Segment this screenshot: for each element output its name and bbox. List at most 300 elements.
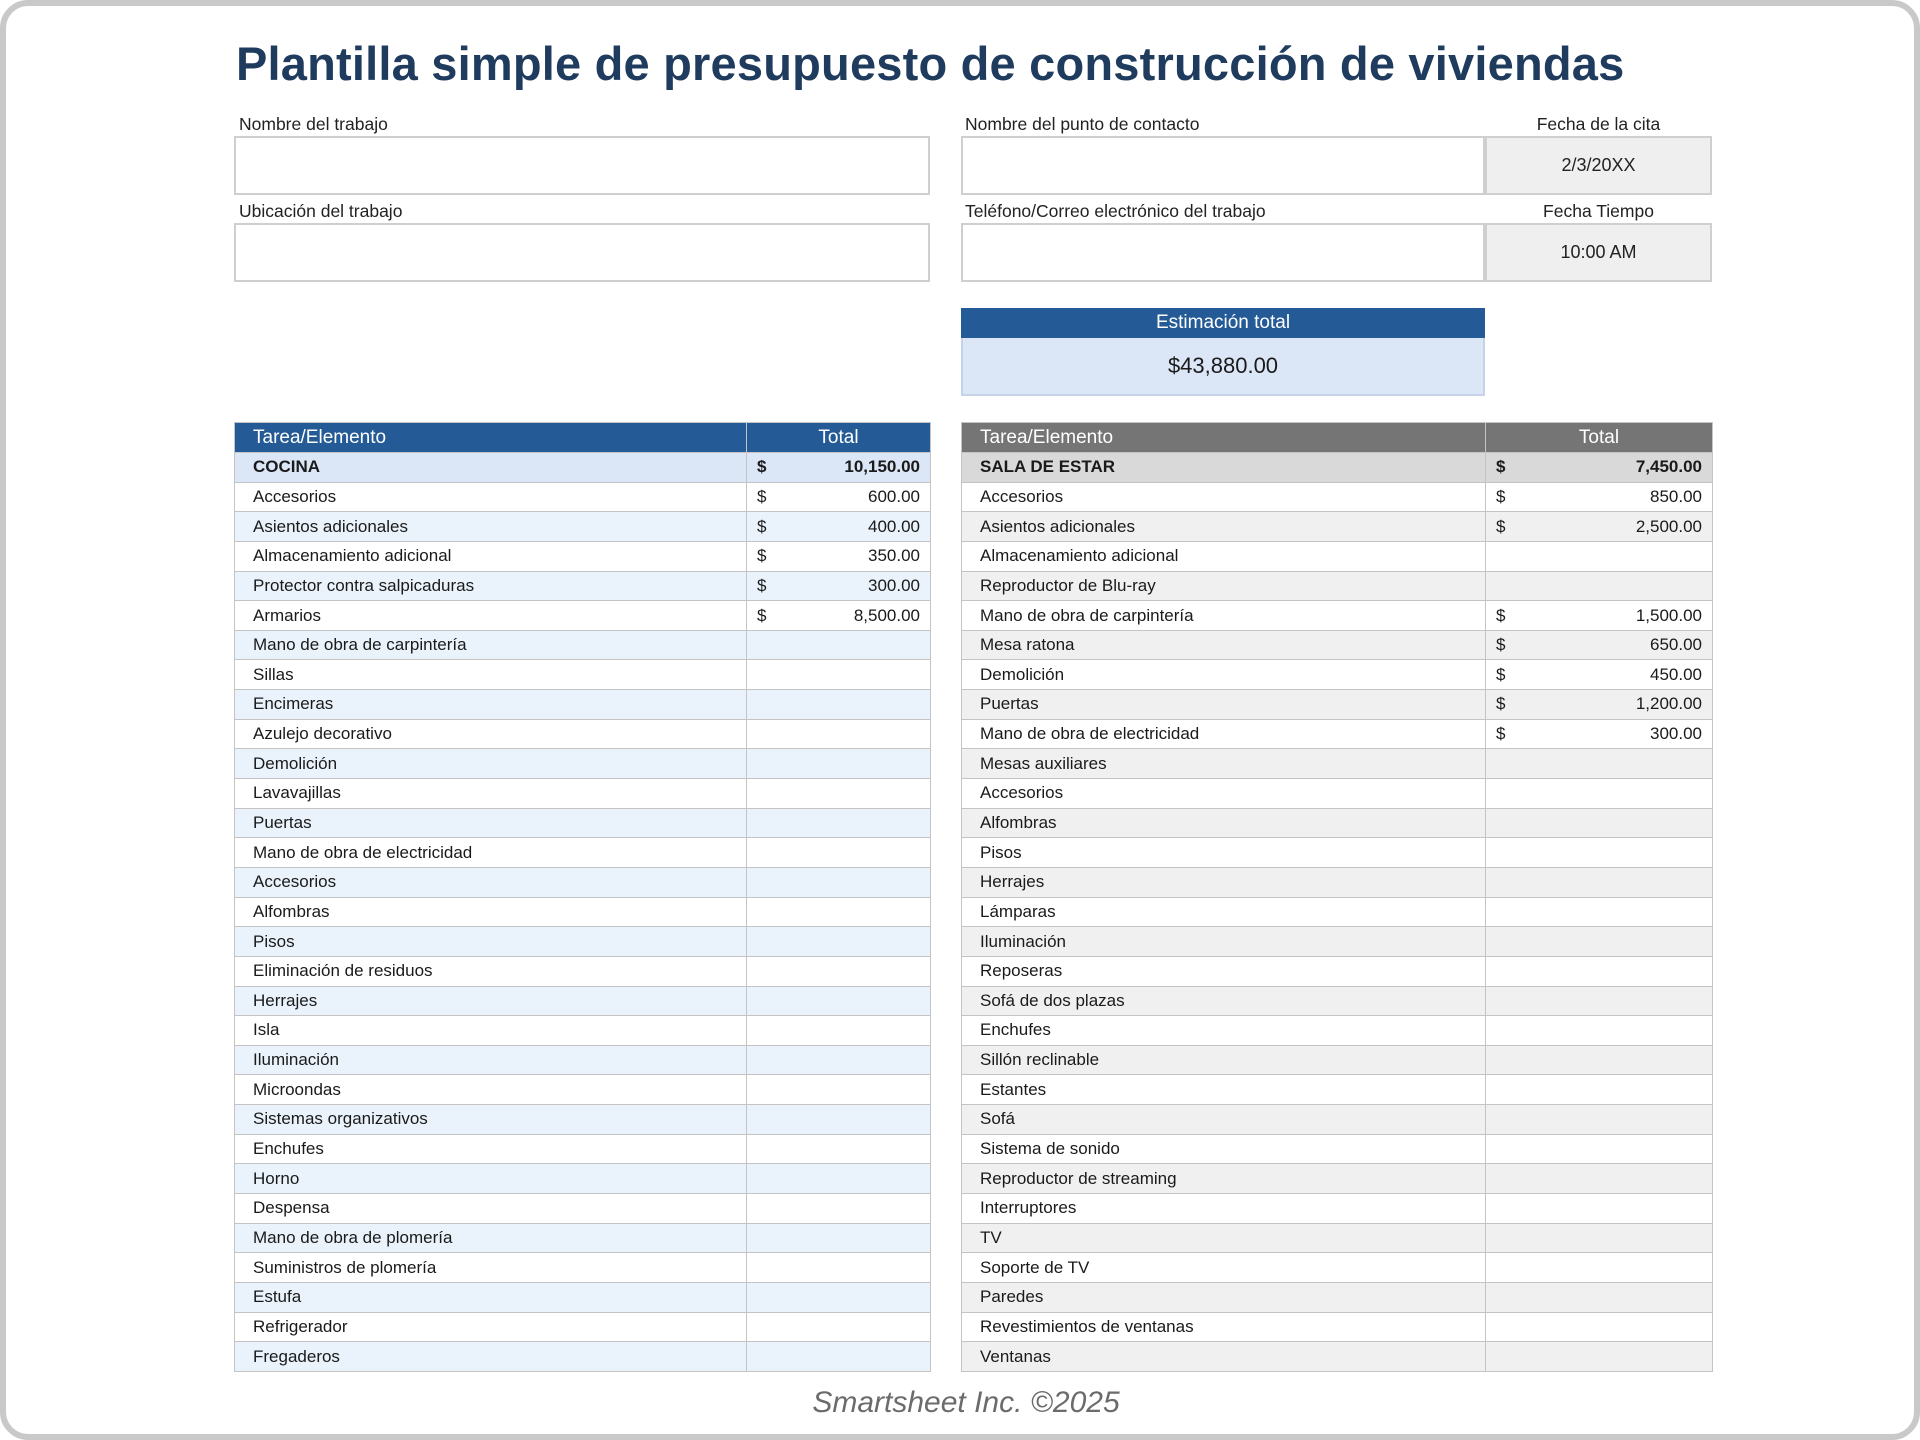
currency-symbol: $ xyxy=(1496,516,1506,536)
cell-task[interactable] xyxy=(235,571,747,601)
cell-task[interactable] xyxy=(235,897,747,927)
table-row xyxy=(235,897,931,927)
task-label: Mesa ratona xyxy=(980,635,1075,655)
task-label: Demolición xyxy=(253,753,338,773)
amount-value: 8,500.00 xyxy=(853,605,920,625)
cell-total[interactable] xyxy=(747,482,931,512)
cell-total[interactable] xyxy=(747,897,931,927)
table-row xyxy=(235,512,931,542)
cell-task[interactable] xyxy=(235,453,747,483)
table-row xyxy=(962,1164,1713,1194)
table-row xyxy=(962,630,1713,660)
cell-total[interactable] xyxy=(1486,482,1713,512)
cell-task[interactable] xyxy=(235,601,747,631)
cell-total[interactable] xyxy=(747,1342,931,1372)
cell-total[interactable] xyxy=(747,1312,931,1342)
cell-task[interactable] xyxy=(962,660,1486,690)
living-room-table xyxy=(961,422,1713,1372)
cell-total[interactable] xyxy=(747,1164,931,1194)
amount-value: 600.00 xyxy=(868,486,920,506)
amount-value: 450.00 xyxy=(1650,664,1702,684)
table-row xyxy=(235,779,931,809)
cell-total[interactable] xyxy=(747,541,931,571)
cell-total[interactable] xyxy=(747,719,931,749)
page-title: Plantilla simple de presupuesto de construcción de viviendas xyxy=(236,37,1625,90)
cell-total[interactable] xyxy=(1486,630,1713,660)
table-row xyxy=(235,1105,931,1135)
cell-total[interactable] xyxy=(747,779,931,809)
cell-total[interactable] xyxy=(1486,1016,1713,1046)
cell-total[interactable] xyxy=(1486,1253,1713,1283)
task-label: Herrajes xyxy=(980,872,1045,892)
table-row xyxy=(962,571,1713,601)
task-label: Reproductor de Blu-ray xyxy=(980,575,1156,595)
table-row xyxy=(962,1045,1713,1075)
cell-task[interactable] xyxy=(235,1223,747,1253)
task-label: Mano de obra de electricidad xyxy=(253,842,473,862)
currency-symbol: $ xyxy=(1496,664,1506,684)
job-name-field[interactable] xyxy=(234,136,930,195)
table-row xyxy=(962,1312,1713,1342)
amount-value: 650.00 xyxy=(1650,635,1702,655)
task-label: Interruptores xyxy=(980,1198,1077,1218)
amount-value: 1,200.00 xyxy=(1635,694,1702,714)
cell-task[interactable] xyxy=(962,1342,1486,1372)
table-row xyxy=(235,749,931,779)
cell-total[interactable] xyxy=(747,867,931,897)
cell-task[interactable] xyxy=(962,897,1486,927)
table-row xyxy=(235,1134,931,1164)
currency-symbol: $ xyxy=(1496,724,1506,744)
task-label: Refrigerador xyxy=(253,1316,348,1336)
task-label: Sillas xyxy=(253,664,294,684)
cell-task[interactable] xyxy=(962,838,1486,868)
currency-symbol: $ xyxy=(757,486,767,506)
task-label: Microondas xyxy=(253,1079,341,1099)
task-label: Demolición xyxy=(980,664,1065,684)
table-row xyxy=(962,1134,1713,1164)
table-row xyxy=(235,1342,931,1372)
cell-total[interactable] xyxy=(747,1105,931,1135)
cell-task[interactable] xyxy=(962,1134,1486,1164)
cell-total[interactable] xyxy=(1486,897,1713,927)
amount-value: 850.00 xyxy=(1650,486,1702,506)
column-header-total: Total xyxy=(1486,423,1713,453)
cell-total[interactable] xyxy=(747,630,931,660)
job-location-label: Ubicación del trabajo xyxy=(239,201,403,221)
task-label: Sofá de dos plazas xyxy=(980,990,1125,1010)
cell-total[interactable] xyxy=(1486,1045,1713,1075)
task-label: Mano de obra de plomería xyxy=(253,1227,453,1247)
contact-name-label: Nombre del punto de contacto xyxy=(965,114,1200,134)
cell-task[interactable] xyxy=(235,956,747,986)
cell-task[interactable] xyxy=(235,838,747,868)
table-row xyxy=(235,601,931,631)
amount-value: 1,500.00 xyxy=(1635,605,1702,625)
cell-total[interactable] xyxy=(747,986,931,1016)
cell-task[interactable] xyxy=(235,927,747,957)
table-row xyxy=(962,986,1713,1016)
cell-task[interactable] xyxy=(235,1016,747,1046)
cell-task[interactable] xyxy=(235,541,747,571)
currency-symbol: $ xyxy=(757,457,767,477)
cell-total[interactable] xyxy=(747,838,931,868)
task-label: Despensa xyxy=(253,1198,330,1218)
table-row xyxy=(962,482,1713,512)
cell-task[interactable] xyxy=(235,1045,747,1075)
cell-total[interactable] xyxy=(1486,601,1713,631)
table-row xyxy=(235,1016,931,1046)
cell-total[interactable] xyxy=(747,1223,931,1253)
cell-task[interactable] xyxy=(962,986,1486,1016)
task-label: Accesorios xyxy=(980,486,1064,506)
task-label: Eliminación de residuos xyxy=(253,961,433,981)
table-row xyxy=(962,1016,1713,1046)
cell-task[interactable] xyxy=(235,1312,747,1342)
cell-task[interactable] xyxy=(235,986,747,1016)
table-header-row xyxy=(962,423,1713,453)
cell-total[interactable] xyxy=(747,808,931,838)
cell-task[interactable] xyxy=(962,1105,1486,1135)
cell-total[interactable] xyxy=(1486,779,1713,809)
task-label: Accesorios xyxy=(253,872,337,892)
currency-symbol: $ xyxy=(1496,694,1506,714)
cell-total[interactable] xyxy=(747,512,931,542)
contact-phone-email-label: Teléfono/Correo electrónico del trabajo xyxy=(965,201,1266,221)
currency-symbol: $ xyxy=(1496,605,1506,625)
cell-task[interactable] xyxy=(962,1282,1486,1312)
task-label: Herrajes xyxy=(253,990,318,1010)
job-location-field[interactable] xyxy=(234,223,930,282)
task-label: Sistemas organizativos xyxy=(253,1109,428,1129)
cell-total[interactable] xyxy=(747,660,931,690)
task-label: Pisos xyxy=(253,931,295,951)
amount-value: 7,450.00 xyxy=(1635,457,1702,477)
cell-total[interactable] xyxy=(1486,1134,1713,1164)
task-label: Estantes xyxy=(980,1079,1047,1099)
cell-task[interactable] xyxy=(962,719,1486,749)
cell-task[interactable] xyxy=(235,867,747,897)
cell-task[interactable] xyxy=(962,867,1486,897)
cell-task[interactable] xyxy=(962,690,1486,720)
table-row xyxy=(962,1223,1713,1253)
cell-task[interactable] xyxy=(235,512,747,542)
amount-value: 400.00 xyxy=(868,516,920,536)
appointment-date-field[interactable]: 2/3/20XX xyxy=(1485,136,1712,195)
cell-total[interactable] xyxy=(747,749,931,779)
amount-value: 2,500.00 xyxy=(1635,516,1702,536)
task-label: Sillón reclinable xyxy=(980,1050,1100,1070)
cell-total[interactable] xyxy=(747,690,931,720)
table-row xyxy=(962,1282,1713,1312)
table-row xyxy=(235,867,931,897)
cell-task[interactable] xyxy=(235,1282,747,1312)
table-row xyxy=(235,986,931,1016)
total-estimate-header: Estimación total xyxy=(961,308,1485,338)
cell-task[interactable] xyxy=(962,512,1486,542)
task-label: SALA DE ESTAR xyxy=(980,457,1116,477)
table-row xyxy=(962,1194,1713,1224)
cell-total[interactable] xyxy=(1486,838,1713,868)
cell-task[interactable] xyxy=(235,1342,747,1372)
task-label: TV xyxy=(980,1227,1002,1247)
table-row xyxy=(235,956,931,986)
cell-total[interactable] xyxy=(1486,660,1713,690)
task-label: Mano de obra de carpintería xyxy=(253,635,467,655)
task-label: COCINA xyxy=(253,457,321,477)
cell-total[interactable] xyxy=(1486,749,1713,779)
cell-total[interactable] xyxy=(1486,1282,1713,1312)
cell-task[interactable] xyxy=(235,1194,747,1224)
column-header-task: Tarea/Elemento xyxy=(235,423,747,453)
table-row xyxy=(235,541,931,571)
cell-total[interactable] xyxy=(747,1282,931,1312)
currency-symbol: $ xyxy=(757,575,767,595)
task-label: Sofá xyxy=(980,1109,1015,1129)
task-label: Accesorios xyxy=(980,783,1064,803)
cell-task[interactable] xyxy=(235,1134,747,1164)
currency-symbol: $ xyxy=(757,605,767,625)
table-row xyxy=(962,719,1713,749)
section-row xyxy=(962,453,1713,483)
table-row xyxy=(235,1194,931,1224)
cell-total[interactable] xyxy=(1486,956,1713,986)
table-row xyxy=(962,867,1713,897)
currency-symbol: $ xyxy=(1496,457,1506,477)
table-row xyxy=(962,690,1713,720)
task-label: Almacenamiento adicional xyxy=(980,546,1179,566)
cell-task[interactable] xyxy=(962,1164,1486,1194)
task-label: Puertas xyxy=(980,694,1039,714)
currency-symbol: $ xyxy=(1496,486,1506,506)
table-row xyxy=(235,1045,931,1075)
cell-task[interactable] xyxy=(235,690,747,720)
amount-value: 300.00 xyxy=(1650,724,1702,744)
task-label: Lámparas xyxy=(980,901,1056,921)
cell-task[interactable] xyxy=(235,1253,747,1283)
column-header-total: Total xyxy=(747,423,931,453)
table-row xyxy=(962,749,1713,779)
currency-symbol: $ xyxy=(757,546,767,566)
cell-total[interactable] xyxy=(1486,1105,1713,1135)
task-label: Alfombras xyxy=(980,813,1057,832)
cell-total[interactable] xyxy=(1486,867,1713,897)
cell-task[interactable] xyxy=(235,1075,747,1105)
cell-task[interactable] xyxy=(962,482,1486,512)
table-row xyxy=(962,541,1713,571)
table-row xyxy=(962,779,1713,809)
cell-task[interactable] xyxy=(962,956,1486,986)
task-label: Asientos adicionales xyxy=(980,516,1135,536)
task-label: Enchufes xyxy=(253,1139,324,1159)
task-label: Horno xyxy=(253,1168,300,1188)
cell-total[interactable] xyxy=(747,1045,931,1075)
task-label: Iluminación xyxy=(980,931,1066,951)
table-row xyxy=(962,512,1713,542)
table-row xyxy=(962,808,1713,838)
cell-task[interactable] xyxy=(235,1164,747,1194)
cell-task[interactable] xyxy=(962,541,1486,571)
cell-task[interactable] xyxy=(962,1223,1486,1253)
table-row xyxy=(235,660,931,690)
table-row xyxy=(962,838,1713,868)
cell-task[interactable] xyxy=(235,808,747,838)
task-label: Fregaderos xyxy=(253,1346,340,1366)
task-label: Soporte de TV xyxy=(980,1257,1090,1277)
task-label: Almacenamiento adicional xyxy=(253,546,452,566)
task-label: Lavavajillas xyxy=(253,783,341,803)
task-label: Estufa xyxy=(253,1287,302,1307)
appointment-date-label: Fecha de la cita xyxy=(1536,114,1661,134)
cell-task[interactable] xyxy=(962,808,1486,838)
cell-task[interactable] xyxy=(235,482,747,512)
time-field[interactable]: 10:00 AM xyxy=(1485,223,1712,282)
cell-task[interactable] xyxy=(962,630,1486,660)
cell-total[interactable] xyxy=(1486,986,1713,1016)
task-label: Mesas auxiliares xyxy=(980,753,1107,773)
table-row xyxy=(235,1075,931,1105)
table-row xyxy=(235,1312,931,1342)
section-row xyxy=(235,453,931,483)
total-estimate-value: $43,880.00 xyxy=(961,338,1485,396)
cell-task[interactable] xyxy=(962,927,1486,957)
cell-task[interactable] xyxy=(962,779,1486,809)
cell-total[interactable] xyxy=(747,956,931,986)
table-row xyxy=(235,1253,931,1283)
cell-task[interactable] xyxy=(962,1194,1486,1224)
currency-symbol: $ xyxy=(1496,635,1506,655)
cell-task[interactable] xyxy=(962,601,1486,631)
cell-task[interactable] xyxy=(235,630,747,660)
table-row xyxy=(235,1164,931,1194)
cell-total[interactable] xyxy=(747,571,931,601)
table-row xyxy=(962,927,1713,957)
cell-task[interactable] xyxy=(962,1253,1486,1283)
cell-task[interactable] xyxy=(235,719,747,749)
currency-symbol: $ xyxy=(757,516,767,536)
table-row xyxy=(235,838,931,868)
task-label: Mano de obra de carpintería xyxy=(980,605,1194,625)
table-row xyxy=(962,1342,1713,1372)
cell-total[interactable] xyxy=(1486,808,1713,838)
cell-total[interactable] xyxy=(1486,1312,1713,1342)
cell-total[interactable] xyxy=(747,1134,931,1164)
task-label: Iluminación xyxy=(253,1050,339,1070)
task-label: Azulejo decorativo xyxy=(253,724,392,744)
cell-task[interactable] xyxy=(235,749,747,779)
task-label: Mano de obra de electricidad xyxy=(980,724,1200,744)
task-label: Alfombras xyxy=(253,901,330,921)
cell-total[interactable] xyxy=(1486,512,1713,542)
cell-total[interactable] xyxy=(747,601,931,631)
table-row xyxy=(235,1282,931,1312)
table-row xyxy=(962,601,1713,631)
cell-task[interactable] xyxy=(235,660,747,690)
cell-total[interactable] xyxy=(1486,927,1713,957)
table-row xyxy=(962,660,1713,690)
cell-total[interactable] xyxy=(747,927,931,957)
contact-phone-email-field[interactable] xyxy=(961,223,1485,282)
cell-task[interactable] xyxy=(962,1016,1486,1046)
table-header-row xyxy=(235,423,931,453)
cell-total[interactable] xyxy=(1486,1223,1713,1253)
task-label: Accesorios xyxy=(253,486,337,506)
cell-total[interactable] xyxy=(1486,571,1713,601)
table-row xyxy=(235,1223,931,1253)
kitchen-table xyxy=(234,422,931,1372)
table-row xyxy=(962,1075,1713,1105)
table-row xyxy=(235,630,931,660)
job-name-label: Nombre del trabajo xyxy=(239,114,388,134)
cell-total[interactable] xyxy=(1486,1194,1713,1224)
task-label: Puertas xyxy=(253,813,312,832)
task-label: Ventanas xyxy=(980,1346,1051,1366)
task-label: Encimeras xyxy=(253,694,334,714)
task-label: Paredes xyxy=(980,1287,1044,1307)
table-row xyxy=(962,956,1713,986)
footer-copyright: Smartsheet Inc. ©2025 xyxy=(812,1386,1120,1419)
table-row xyxy=(235,690,931,720)
cell-task[interactable] xyxy=(962,1075,1486,1105)
cell-total[interactable] xyxy=(747,1194,931,1224)
table-row xyxy=(962,1253,1713,1283)
task-label: Revestimientos de ventanas xyxy=(980,1316,1194,1336)
table-row xyxy=(235,808,931,838)
task-label: Pisos xyxy=(980,842,1022,862)
amount-value: 10,150.00 xyxy=(844,457,920,477)
cell-task[interactable] xyxy=(235,779,747,809)
table-row xyxy=(962,897,1713,927)
cell-total[interactable] xyxy=(1486,690,1713,720)
table-row xyxy=(235,927,931,957)
contact-name-field[interactable] xyxy=(961,136,1485,195)
table-row xyxy=(235,719,931,749)
cell-task[interactable] xyxy=(962,1045,1486,1075)
cell-total[interactable] xyxy=(1486,1342,1713,1372)
cell-total[interactable] xyxy=(747,1075,931,1105)
cell-total[interactable] xyxy=(747,453,931,483)
cell-total[interactable] xyxy=(1486,453,1713,483)
cell-task[interactable] xyxy=(962,453,1486,483)
table-row xyxy=(235,482,931,512)
table-row xyxy=(962,1105,1713,1135)
amount-value: 350.00 xyxy=(868,546,920,566)
amount-value: 300.00 xyxy=(868,575,920,595)
task-label: Suministros de plomería xyxy=(253,1257,437,1277)
time-label: Fecha Tiempo xyxy=(1543,201,1654,221)
cell-total[interactable] xyxy=(1486,1075,1713,1105)
task-label: Reproductor de streaming xyxy=(980,1168,1177,1188)
task-label: Isla xyxy=(253,1020,280,1040)
cell-task[interactable] xyxy=(962,571,1486,601)
cell-task[interactable] xyxy=(962,1312,1486,1342)
table-row xyxy=(235,571,931,601)
task-label: Protector contra salpicaduras xyxy=(253,575,475,595)
column-header-task: Tarea/Elemento xyxy=(962,423,1486,453)
cell-total[interactable] xyxy=(1486,1164,1713,1194)
cell-total[interactable] xyxy=(747,1253,931,1283)
cell-task[interactable] xyxy=(235,1105,747,1135)
cell-task[interactable] xyxy=(962,749,1486,779)
cell-total[interactable] xyxy=(1486,541,1713,571)
task-label: Armarios xyxy=(253,605,322,625)
task-label: Reposeras xyxy=(980,961,1063,981)
task-label: Sistema de sonido xyxy=(980,1139,1120,1159)
task-label: Asientos adicionales xyxy=(253,516,408,536)
cell-total[interactable] xyxy=(1486,719,1713,749)
cell-total[interactable] xyxy=(747,1016,931,1046)
task-label: Enchufes xyxy=(980,1020,1051,1040)
